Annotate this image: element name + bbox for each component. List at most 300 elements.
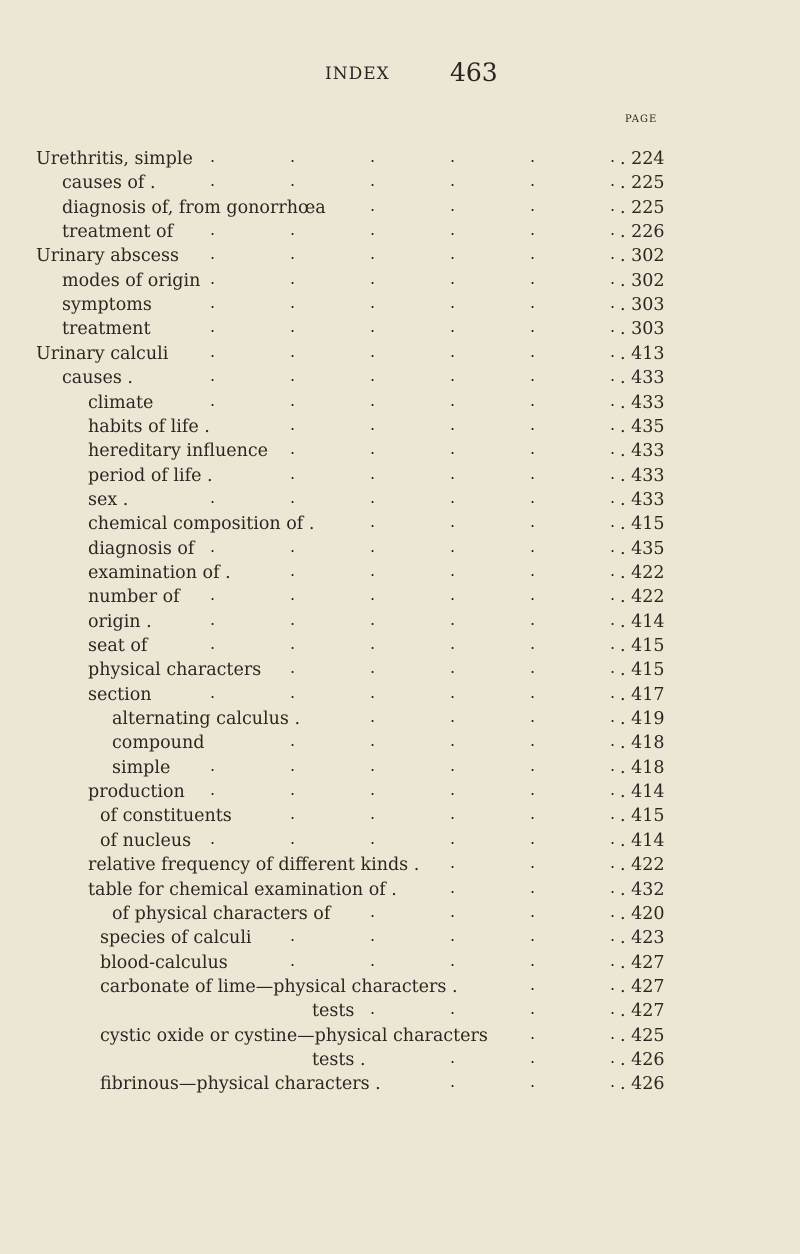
leader-dot: . bbox=[370, 195, 376, 215]
leader-dot: . bbox=[530, 487, 536, 507]
index-entry bbox=[0, 537, 800, 561]
leader-dot: . bbox=[450, 999, 456, 1019]
index-entry bbox=[0, 220, 800, 244]
entry-text: climate bbox=[88, 392, 154, 413]
entry-page: . 225 bbox=[620, 197, 665, 218]
leader-dot: . bbox=[450, 244, 456, 264]
leader-dot: . bbox=[370, 707, 376, 727]
leader-dot: . bbox=[290, 366, 296, 386]
entry-page: . 302 bbox=[620, 246, 665, 267]
index-entry bbox=[0, 269, 800, 293]
leader-dot: . bbox=[290, 414, 296, 434]
leader-dot: . bbox=[530, 171, 536, 191]
entry-text: compound bbox=[112, 733, 205, 754]
leader-dot: . bbox=[610, 414, 616, 434]
leader-dot: . bbox=[530, 512, 536, 532]
leader-dot: . bbox=[610, 950, 616, 970]
entry-page: . 303 bbox=[620, 295, 665, 316]
index-entry bbox=[0, 1048, 800, 1072]
leader-dot: . bbox=[210, 171, 216, 191]
leader-dot: . bbox=[370, 390, 376, 410]
leader-dot: . bbox=[530, 220, 536, 240]
leader-dot: . bbox=[530, 853, 536, 873]
leader-dot: . bbox=[610, 926, 616, 946]
leader-dot: . bbox=[450, 366, 456, 386]
leader-dot: . bbox=[290, 439, 296, 459]
entry-text: table for chemical examination of . bbox=[88, 879, 397, 900]
leader-dot: . bbox=[530, 731, 536, 751]
entry-text: tests . bbox=[312, 1049, 366, 1070]
leader-dot: . bbox=[290, 658, 296, 678]
leader-dot: . bbox=[530, 707, 536, 727]
index-entry bbox=[0, 561, 800, 585]
leader-dot: . bbox=[370, 512, 376, 532]
leader-dot: . bbox=[610, 804, 616, 824]
leader-dot: . bbox=[210, 682, 216, 702]
entry-text: blood-calculus bbox=[100, 952, 228, 973]
leader-dot: . bbox=[290, 609, 296, 629]
leader-dot: . bbox=[610, 293, 616, 313]
leader-dot: . bbox=[370, 171, 376, 191]
leader-dot: . bbox=[530, 755, 536, 775]
leader-dot: . bbox=[450, 147, 456, 166]
entry-text: of physical characters of bbox=[112, 903, 331, 924]
leader-dot: . bbox=[450, 293, 456, 313]
leader-dot: . bbox=[450, 950, 456, 970]
entry-page: . 422 bbox=[620, 587, 665, 608]
leader-dot: . bbox=[530, 828, 536, 848]
index-entry bbox=[0, 488, 800, 512]
leader-dot: . bbox=[290, 755, 296, 775]
index-entry bbox=[0, 244, 800, 268]
entry-page: . 418 bbox=[620, 757, 665, 778]
entry-page: . 225 bbox=[620, 173, 665, 194]
leader-dot: . bbox=[210, 536, 216, 556]
leader-dot: . bbox=[370, 220, 376, 240]
leader-dot: . bbox=[370, 293, 376, 313]
entry-text: diagnosis of bbox=[88, 538, 195, 559]
leader-dot: . bbox=[450, 926, 456, 946]
leader-dot: . bbox=[610, 974, 616, 994]
entry-page: . 422 bbox=[620, 855, 665, 876]
index-entry bbox=[0, 171, 800, 195]
leader-dot: . bbox=[450, 1072, 456, 1092]
leader-dot: . bbox=[210, 317, 216, 337]
index-entry bbox=[0, 756, 800, 780]
leader-dot: . bbox=[290, 390, 296, 410]
leader-dot: . bbox=[210, 755, 216, 775]
leader-dot: . bbox=[370, 463, 376, 483]
leader-dot: . bbox=[290, 341, 296, 361]
index-entry bbox=[0, 1024, 800, 1048]
leader-dot: . bbox=[610, 853, 616, 873]
leader-dot: . bbox=[370, 828, 376, 848]
leader-dot: . bbox=[370, 366, 376, 386]
leader-dot: . bbox=[370, 585, 376, 605]
index-entry bbox=[0, 999, 800, 1023]
leader-dot: . bbox=[450, 1047, 456, 1067]
leader-dot: . bbox=[610, 780, 616, 800]
leader-dot: . bbox=[290, 317, 296, 337]
leader-dot: . bbox=[610, 682, 616, 702]
leader-dot: . bbox=[290, 804, 296, 824]
index-entry bbox=[0, 926, 800, 950]
entry-page: . 432 bbox=[620, 879, 665, 900]
leader-dot: . bbox=[530, 1072, 536, 1092]
entry-page: . 224 bbox=[620, 149, 665, 169]
leader-dot: . bbox=[530, 901, 536, 921]
index-entry bbox=[0, 878, 800, 902]
entry-text: carbonate of lime—physical characters . bbox=[100, 976, 458, 997]
leader-dot: . bbox=[530, 268, 536, 288]
index-entry bbox=[0, 415, 800, 439]
leader-dot: . bbox=[370, 244, 376, 264]
leader-dot: . bbox=[610, 658, 616, 678]
entry-page: . 433 bbox=[620, 368, 665, 389]
leader-dot: . bbox=[370, 487, 376, 507]
leader-dot: . bbox=[450, 560, 456, 580]
entry-text: period of life . bbox=[88, 465, 213, 486]
leader-dot: . bbox=[610, 634, 616, 653]
entry-text: causes . bbox=[62, 368, 133, 389]
entry-page: . 414 bbox=[620, 611, 665, 632]
leader-dot: . bbox=[450, 463, 456, 483]
leader-dot: . bbox=[370, 317, 376, 337]
leader-dot: . bbox=[290, 463, 296, 483]
leader-dot: . bbox=[450, 268, 456, 288]
leader-dot: . bbox=[450, 731, 456, 751]
index-entry bbox=[0, 707, 800, 731]
entry-text: treatment bbox=[62, 319, 151, 340]
leader-dot: . bbox=[610, 585, 616, 605]
leader-dot: . bbox=[610, 317, 616, 337]
leader-dot: . bbox=[530, 439, 536, 459]
page-column-label: PAGE bbox=[625, 114, 658, 125]
leader-dot: . bbox=[530, 366, 536, 386]
leader-dot: . bbox=[530, 293, 536, 313]
leader-dot: . bbox=[610, 195, 616, 215]
leader-dot: . bbox=[370, 268, 376, 288]
leader-dot: . bbox=[210, 780, 216, 800]
leader-dot: . bbox=[370, 536, 376, 556]
leader-dot: . bbox=[530, 658, 536, 678]
leader-dot: . bbox=[210, 244, 216, 264]
leader-dot: . bbox=[610, 731, 616, 751]
leader-dot: . bbox=[290, 950, 296, 970]
entry-page: . 302 bbox=[620, 270, 665, 291]
index-entry bbox=[0, 196, 800, 220]
leader-dot: . bbox=[210, 341, 216, 361]
entry-text: treatment of bbox=[62, 222, 174, 243]
entry-text: hereditary influence bbox=[88, 441, 269, 462]
leader-dot: . bbox=[370, 560, 376, 580]
leader-dot: . bbox=[610, 901, 616, 921]
leader-dot: . bbox=[450, 682, 456, 702]
leader-dot: . bbox=[450, 195, 456, 215]
leader-dot: . bbox=[370, 439, 376, 459]
leader-dot: . bbox=[370, 901, 376, 921]
leader-dot: . bbox=[450, 317, 456, 337]
leader-dot: . bbox=[450, 414, 456, 434]
index-entry bbox=[0, 366, 800, 390]
leader-dot: . bbox=[530, 195, 536, 215]
leader-dot: . bbox=[530, 804, 536, 824]
leader-dot: . bbox=[530, 560, 536, 580]
leader-dot: . bbox=[210, 609, 216, 629]
entry-text: causes of . bbox=[62, 173, 156, 194]
leader-dot: . bbox=[610, 487, 616, 507]
leader-dot: . bbox=[450, 755, 456, 775]
leader-dot: . bbox=[530, 147, 536, 166]
entry-text: modes of origin bbox=[62, 270, 201, 291]
leader-dot: . bbox=[530, 682, 536, 702]
entry-text: cystic oxide or cystine—physical characters bbox=[100, 1025, 488, 1046]
leader-dot: . bbox=[530, 780, 536, 800]
leader-dot: . bbox=[370, 926, 376, 946]
index-entry bbox=[0, 634, 800, 658]
leader-dot: . bbox=[290, 926, 296, 946]
leader-dot: . bbox=[530, 877, 536, 897]
entry-page: . 427 bbox=[620, 1001, 665, 1022]
index-entry bbox=[0, 317, 800, 341]
index-entry bbox=[0, 1072, 800, 1096]
leader-dot: . bbox=[370, 147, 376, 166]
entry-text: sex . bbox=[88, 489, 129, 510]
leader-dot: . bbox=[450, 804, 456, 824]
leader-dot: . bbox=[370, 731, 376, 751]
leader-dot: . bbox=[610, 536, 616, 556]
leader-dot: . bbox=[450, 780, 456, 800]
leader-dot: . bbox=[610, 609, 616, 629]
leader-dot: . bbox=[450, 634, 456, 653]
leader-dot: . bbox=[530, 463, 536, 483]
leader-dot: . bbox=[210, 366, 216, 386]
entry-text: simple bbox=[112, 757, 171, 778]
leader-dot: . bbox=[530, 317, 536, 337]
entry-page: . 433 bbox=[620, 441, 665, 462]
entry-page: . 423 bbox=[620, 928, 665, 949]
entry-page: . 425 bbox=[620, 1025, 665, 1046]
leader-dot: . bbox=[450, 828, 456, 848]
leader-dot: . bbox=[370, 755, 376, 775]
leader-dot: . bbox=[210, 147, 216, 166]
entry-page: . 422 bbox=[620, 562, 665, 583]
leader-dot: . bbox=[290, 147, 296, 166]
index-entry bbox=[0, 610, 800, 634]
leader-dot: . bbox=[290, 560, 296, 580]
leader-dot: . bbox=[610, 1023, 616, 1043]
leader-dot: . bbox=[290, 780, 296, 800]
entry-text: section bbox=[88, 684, 152, 705]
entry-page: . 426 bbox=[620, 1074, 665, 1095]
leader-dot: . bbox=[370, 634, 376, 653]
leader-dot: . bbox=[210, 828, 216, 848]
entry-text: tests bbox=[312, 1001, 355, 1022]
entry-text: chemical composition of . bbox=[88, 514, 315, 535]
entry-text: diagnosis of, from gonorrhœa bbox=[62, 197, 326, 218]
entry-text: species of calculi bbox=[100, 928, 252, 949]
leader-dot: . bbox=[610, 244, 616, 264]
index-entry bbox=[0, 147, 800, 171]
entry-text: of constituents bbox=[100, 806, 232, 827]
entry-page: . 426 bbox=[620, 1049, 665, 1070]
leader-dot: . bbox=[290, 585, 296, 605]
leader-dot: . bbox=[610, 147, 616, 166]
entry-text: seat of bbox=[88, 636, 148, 656]
leader-dot: . bbox=[530, 1023, 536, 1043]
leader-dot: . bbox=[450, 487, 456, 507]
entry-text: relative frequency of different kinds . bbox=[88, 855, 420, 876]
leader-dot: . bbox=[210, 634, 216, 653]
leader-dot: . bbox=[610, 999, 616, 1019]
leader-dot: . bbox=[210, 220, 216, 240]
leader-dot: . bbox=[530, 999, 536, 1019]
entry-text: origin . bbox=[88, 611, 152, 632]
leader-dot: . bbox=[370, 999, 376, 1019]
entry-page: . 413 bbox=[620, 343, 665, 364]
index-entry bbox=[0, 780, 800, 804]
leader-dot: . bbox=[370, 658, 376, 678]
index-entry bbox=[0, 731, 800, 755]
leader-dot: . bbox=[610, 268, 616, 288]
leader-dot: . bbox=[530, 536, 536, 556]
leader-dot: . bbox=[210, 390, 216, 410]
entry-text: Urethritis, simple bbox=[36, 149, 193, 169]
leader-dot: . bbox=[450, 707, 456, 727]
leader-dot: . bbox=[290, 634, 296, 653]
entry-page: . 427 bbox=[620, 976, 665, 997]
leader-dot: . bbox=[290, 487, 296, 507]
entry-text: alternating calculus . bbox=[112, 709, 301, 730]
leader-dot: . bbox=[370, 682, 376, 702]
entry-text: production bbox=[88, 782, 185, 803]
leader-dot: . bbox=[370, 950, 376, 970]
entry-page: . 414 bbox=[620, 830, 665, 851]
leader-dot: . bbox=[370, 414, 376, 434]
leader-dot: . bbox=[530, 950, 536, 970]
entry-page: . 435 bbox=[620, 416, 665, 437]
index-entry bbox=[0, 951, 800, 975]
leader-dot: . bbox=[450, 609, 456, 629]
leader-dot: . bbox=[610, 390, 616, 410]
entry-text: symptoms bbox=[62, 295, 152, 316]
leader-dot: . bbox=[530, 1047, 536, 1067]
entry-text: examination of . bbox=[88, 562, 231, 583]
leader-dot: . bbox=[450, 585, 456, 605]
leader-dot: . bbox=[610, 220, 616, 240]
leader-dot: . bbox=[450, 877, 456, 897]
leader-dot: . bbox=[610, 439, 616, 459]
leader-dot: . bbox=[530, 926, 536, 946]
leader-dot: . bbox=[610, 341, 616, 361]
entry-page: . 417 bbox=[620, 684, 665, 705]
entry-page: . 435 bbox=[620, 538, 665, 559]
index-entry bbox=[0, 391, 800, 415]
leader-dot: . bbox=[290, 171, 296, 191]
page-number: 463 bbox=[450, 58, 498, 87]
leader-dot: . bbox=[290, 244, 296, 264]
leader-dot: . bbox=[290, 220, 296, 240]
index-entry bbox=[0, 902, 800, 926]
leader-dot: . bbox=[210, 268, 216, 288]
leader-dot: . bbox=[530, 609, 536, 629]
index-entry bbox=[0, 683, 800, 707]
entry-page: . 433 bbox=[620, 489, 665, 510]
leader-dot: . bbox=[450, 220, 456, 240]
entry-text: Urinary calculi bbox=[36, 343, 169, 364]
entry-text: habits of life . bbox=[88, 416, 210, 437]
leader-dot: . bbox=[290, 268, 296, 288]
index-entry bbox=[0, 853, 800, 877]
entry-page: . 433 bbox=[620, 392, 665, 413]
leader-dot: . bbox=[610, 463, 616, 483]
entry-page: . 433 bbox=[620, 465, 665, 486]
index-entry bbox=[0, 975, 800, 999]
leader-dot: . bbox=[610, 560, 616, 580]
index-entry bbox=[0, 804, 800, 828]
leader-dot: . bbox=[450, 171, 456, 191]
leader-dot: . bbox=[450, 439, 456, 459]
index-entry bbox=[0, 585, 800, 609]
entry-page: . 415 bbox=[620, 660, 665, 681]
leader-dot: . bbox=[370, 804, 376, 824]
leader-dot: . bbox=[210, 293, 216, 313]
index-entry bbox=[0, 293, 800, 317]
entry-page: . 420 bbox=[620, 903, 665, 924]
entry-page: . 418 bbox=[620, 733, 665, 754]
leader-dot: . bbox=[290, 536, 296, 556]
entry-text: number of bbox=[88, 587, 180, 608]
entry-text: Urinary abscess bbox=[36, 246, 179, 267]
leader-dot: . bbox=[370, 780, 376, 800]
entry-page: . 303 bbox=[620, 319, 665, 340]
leader-dot: . bbox=[450, 658, 456, 678]
entry-page: . 226 bbox=[620, 222, 665, 243]
index-entry bbox=[0, 342, 800, 366]
running-header-title: INDEX bbox=[325, 64, 390, 84]
entry-page: . 415 bbox=[620, 514, 665, 535]
leader-dot: . bbox=[610, 755, 616, 775]
index-entry bbox=[0, 512, 800, 536]
leader-dot: . bbox=[290, 293, 296, 313]
leader-dot: . bbox=[610, 1047, 616, 1067]
leader-dot: . bbox=[370, 341, 376, 361]
index-entry bbox=[0, 464, 800, 488]
leader-dot: . bbox=[450, 512, 456, 532]
leader-dot: . bbox=[530, 244, 536, 264]
entry-text: physical characters bbox=[88, 660, 262, 681]
leader-dot: . bbox=[610, 707, 616, 727]
index-entry bbox=[0, 439, 800, 463]
leader-dot: . bbox=[290, 682, 296, 702]
leader-dot: . bbox=[530, 390, 536, 410]
leader-dot: . bbox=[370, 609, 376, 629]
leader-dot: . bbox=[610, 877, 616, 897]
leader-dot: . bbox=[530, 974, 536, 994]
leader-dot: . bbox=[530, 634, 536, 653]
leader-dot: . bbox=[450, 390, 456, 410]
leader-dot: . bbox=[450, 853, 456, 873]
leader-dot: . bbox=[530, 414, 536, 434]
leader-dot: . bbox=[290, 828, 296, 848]
leader-dot: . bbox=[610, 828, 616, 848]
leader-dot: . bbox=[210, 487, 216, 507]
leader-dot: . bbox=[530, 585, 536, 605]
leader-dot: . bbox=[610, 366, 616, 386]
entry-page: . 415 bbox=[620, 636, 665, 656]
leader-dot: . bbox=[610, 171, 616, 191]
leader-dot: . bbox=[450, 901, 456, 921]
